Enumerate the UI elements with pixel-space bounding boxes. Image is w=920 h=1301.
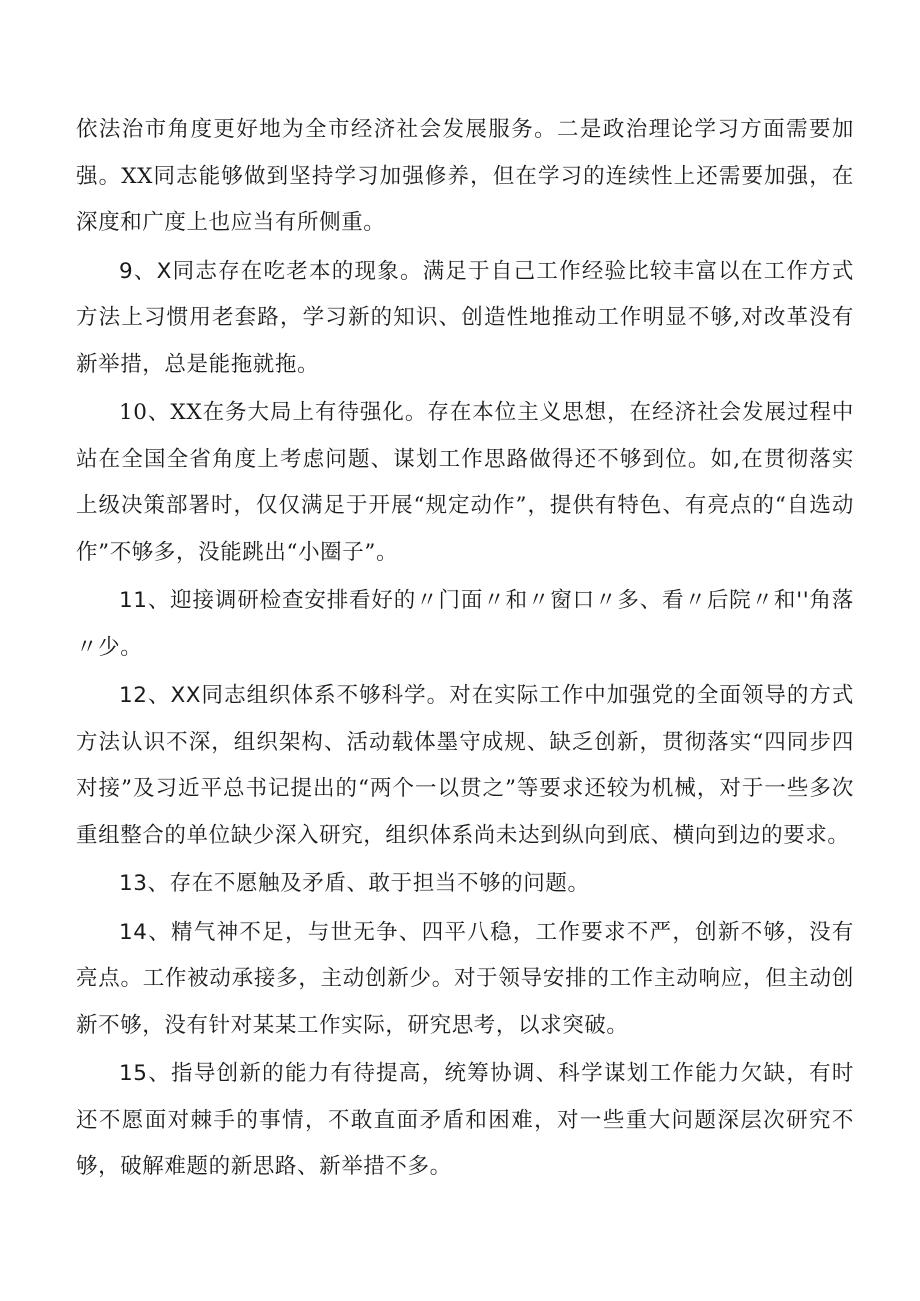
paragraph-item-12 xyxy=(76,673,854,859)
paragraph-item-11 xyxy=(76,578,854,671)
paragraph-item-14 xyxy=(76,910,854,1050)
paragraph-lead: 15、指导创新的能力有待提高，统筹协调、科学谋划工作能力欠缺，有时还不愿面对棘手的事情，不敢直面矛盾和困难，对一些重大问题深层次研究不够，破解难题的新思路、新举措不多。 xyxy=(76,1061,854,1179)
paragraph-lead: 9、X同志存在吃老本的现象。 xyxy=(119,258,423,284)
paragraph-text: 依法治市角度更好地为全市经济社会发展服务。二是政治理论学习方面需要加强。XX同志能够做到坚持学习加强修养，但在学习的连续性上还需要加强，在深度和广度上也应当有所侧重。 xyxy=(76,117,854,235)
paragraph-lead: 14、精气神不足，与世无争、四平八稳，工作要求不严，创新不够，没有亮点。 xyxy=(76,919,854,991)
paragraph-item-10 xyxy=(76,390,854,576)
paragraph-lead: 13、存在不愿触及矛盾、敢于担当不够的问题。 xyxy=(119,871,590,896)
paragraph-lead: 12、XX同志组织体系不够科学。 xyxy=(119,683,450,708)
paragraph-item-15 xyxy=(76,1051,854,1191)
paragraph-text: 工作被动承接多，主动创新少。对于领导安排的工作主动响应，但主动创新不够，没有针对某某工作实际，研究思考，以求突破。 xyxy=(76,966,854,1038)
paragraph-continuation xyxy=(76,107,854,247)
paragraph-lead: 11、迎接调研检查安排看好的〃门面〃和〃窗口〃多、看〃后院〃和''角落〃少。 xyxy=(76,588,854,660)
paragraph-item-13 xyxy=(76,861,854,908)
paragraph-text: 10、XX在务大局上有待强化。存在本位主义思想，在经济社会发展过程中站在全国全省角度上考虑问题、谋划工作思路做得还不够到位。如,在贯彻落实上级决策部署时，仅仅满足于开展“规定动作”，提供有特色、有亮点的“自选动作”不够多，没能跳出“小圈子”。 xyxy=(76,400,854,565)
paragraph-item-9 xyxy=(76,249,854,389)
paragraph-text: 对在实际工作中加强党的全面领导的方式方法认识不深，组织架构、活动载体墨守成规、缺乏创新，贯彻落实“四同步四对接”及习近平总书记提出的“两个一以贯之”等要求还较为机械，对于一些多次重组整合的单位缺少深入研究，组织体系尚未达到纵向到底、横向到边的要求。 xyxy=(76,683,854,848)
paragraph-text: 满足于自己工作经验比较丰富以在工作方式方法上习惯用老套路，学习新的知识、创造性地推动工作明显不够,对改革没有新举措，总是能拖就拖。 xyxy=(76,258,854,377)
